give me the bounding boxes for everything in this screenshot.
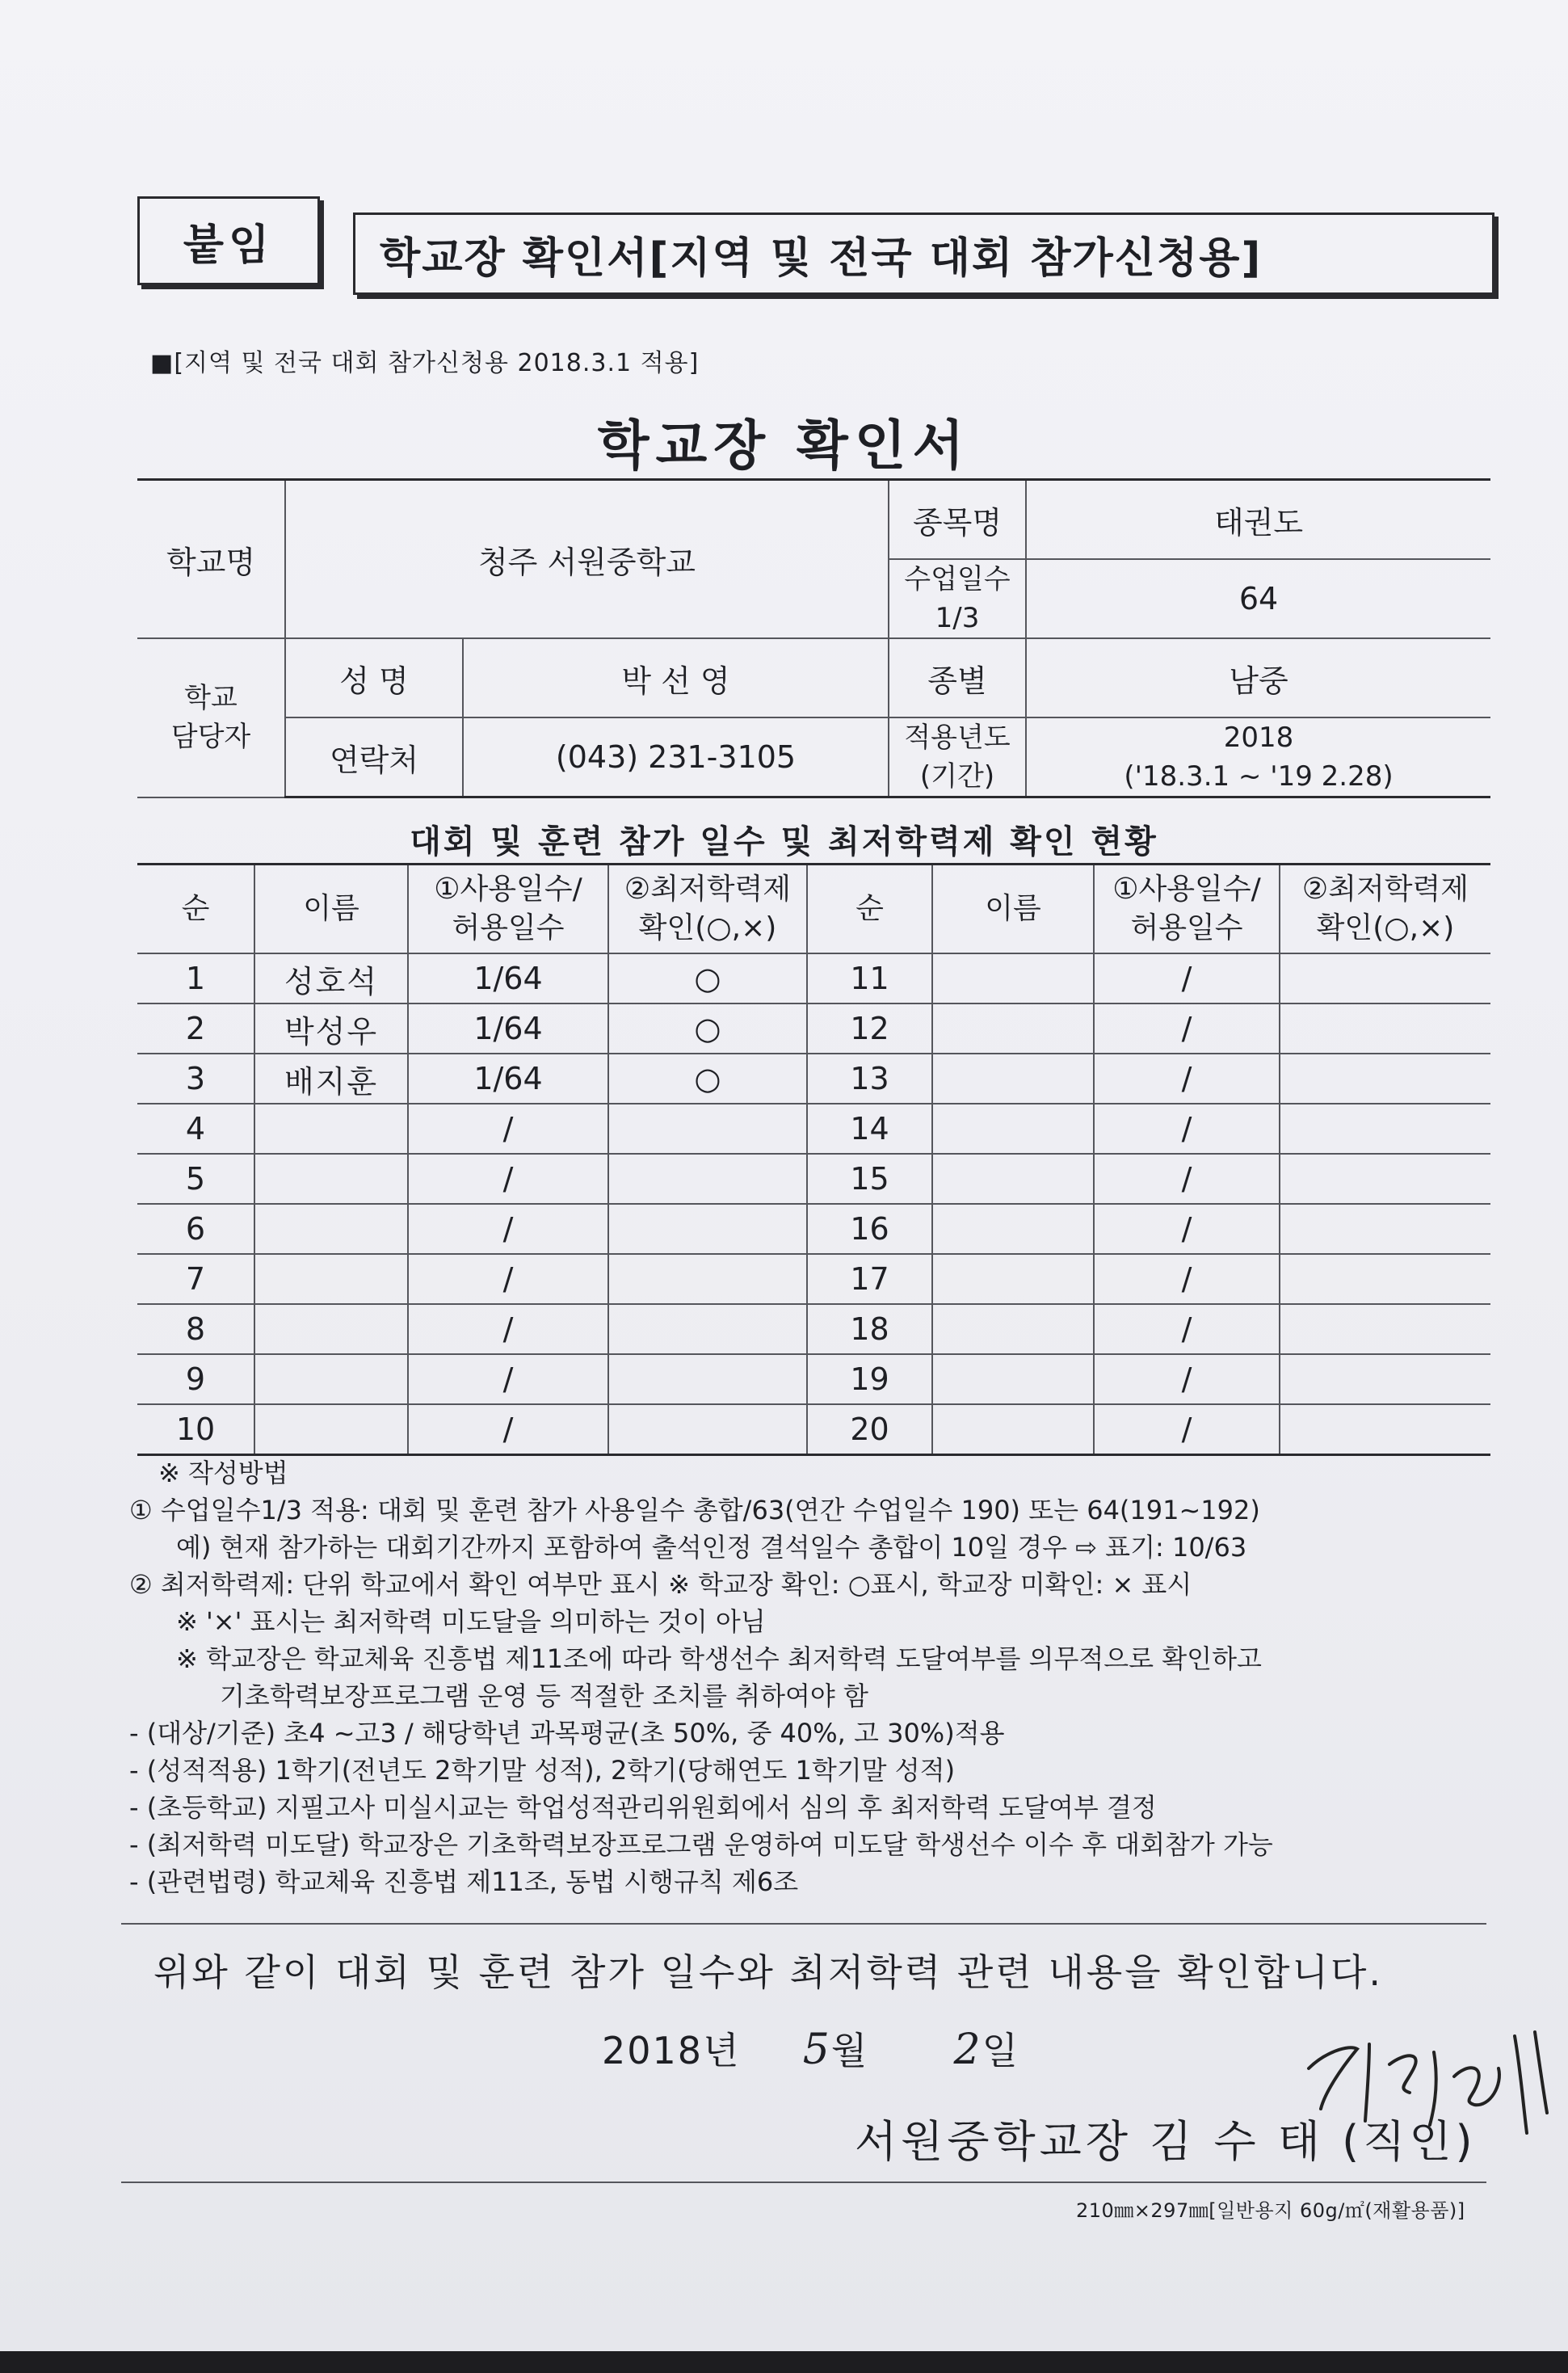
cell-num: 10 — [137, 1404, 254, 1455]
cell-check — [1280, 1003, 1490, 1054]
instructions-heading: ※ 작성방법 — [158, 1458, 288, 1488]
bottom-divider — [121, 2182, 1486, 2183]
cell-num: 18 — [807, 1304, 932, 1354]
date-month-unit: 월 — [830, 2029, 869, 2072]
cell-num: 15 — [807, 1154, 932, 1204]
divider — [121, 1923, 1486, 1925]
cell-check — [1280, 1054, 1490, 1104]
cell-check: ○ — [608, 953, 807, 1003]
cell-name — [932, 1003, 1094, 1054]
table-row — [137, 1054, 1490, 1104]
cell-num: 19 — [807, 1354, 932, 1404]
header-title: 학교장 확인서[지역 및 전국 대회 참가신청용] — [353, 212, 1494, 295]
cell-check — [1280, 1154, 1490, 1204]
table-row — [137, 1404, 1490, 1455]
cell-name — [254, 1254, 408, 1304]
cell-days: / — [408, 1204, 608, 1254]
cell-days: / — [1094, 1304, 1280, 1354]
cell-num: 8 — [137, 1304, 254, 1354]
instruction-line: - (초등학교) 지필고사 미실시교는 학업성적관리위원회에서 심의 후 최저학력 도달여부 결정 — [129, 1792, 1157, 1823]
status-subtitle: 대회 및 훈련 참가 일수 및 최저학력제 확인 현황 — [410, 823, 1158, 860]
principal-line: 서원중학교장 김 수 태 (직인) — [855, 2116, 1477, 2167]
school-label: 학교명 — [137, 480, 285, 639]
cell-num: 13 — [807, 1054, 932, 1104]
header-check: ②최저학력제 확인(○,×) — [1280, 865, 1490, 954]
cell-days: / — [1094, 953, 1280, 1003]
cell-check — [1280, 1404, 1490, 1455]
cell-name — [254, 1204, 408, 1254]
cell-check — [608, 1204, 807, 1254]
header-name: 이름 — [932, 865, 1094, 954]
contact-value: (043) 231-3105 — [463, 717, 889, 797]
cell-days: / — [1094, 1003, 1280, 1054]
cell-num: 2 — [137, 1003, 254, 1054]
cell-check — [608, 1354, 807, 1404]
cell-days: / — [1094, 1254, 1280, 1304]
table-row — [137, 1354, 1490, 1404]
cell-days: / — [1094, 1354, 1280, 1404]
cell-check: ○ — [608, 1054, 807, 1104]
cell-name — [932, 1204, 1094, 1254]
cell-name: 성호석 — [254, 953, 408, 1003]
cell-check — [608, 1404, 807, 1455]
date-month: 5 — [802, 2026, 831, 2074]
header-check: ②최저학력제 확인(○,×) — [608, 865, 807, 954]
cell-name — [932, 1404, 1094, 1455]
cell-num: 6 — [137, 1204, 254, 1254]
cell-name — [932, 1154, 1094, 1204]
instruction-line: ① 수업일수1/3 적용: 대회 및 훈련 참가 사용일수 총합/63(연간 수업일수 190) 또는 64(191~192) — [129, 1495, 1260, 1525]
cell-check: ○ — [608, 1003, 807, 1054]
cell-num: 17 — [807, 1254, 932, 1304]
cell-days: / — [408, 1254, 608, 1304]
instruction-line: ② 최저학력제: 단위 학교에서 확인 여부만 표시 ※ 학교장 확인: ○표시, 학교장 미확인: × 표시 — [129, 1569, 1192, 1600]
cell-days: / — [1094, 1204, 1280, 1254]
table-row — [137, 1003, 1490, 1054]
cell-name — [932, 953, 1094, 1003]
instruction-line: - (성적적용) 1학기(전년도 2학기말 성적), 2학기(당해연도 1학기말 성적) — [129, 1755, 956, 1786]
handwritten-signature — [1293, 2020, 1567, 2141]
cell-name — [254, 1104, 408, 1154]
paper-spec-footer: 210㎜×297㎜[일반용지 60g/㎡(재활용품)] — [1076, 2199, 1465, 2222]
instruction-line: - (대상/기준) 초4 ~고3 / 해당학년 과목평균(초 50%, 중 40%, 고 30%)적용 — [129, 1718, 1005, 1748]
cell-check — [608, 1154, 807, 1204]
cell-days: / — [1094, 1404, 1280, 1455]
contact-label: 연락처 — [285, 717, 463, 797]
year-value: 2018 ('18.3.1 ~ '19 2.28) — [1026, 717, 1490, 797]
cell-check — [1280, 1104, 1490, 1154]
table-row — [137, 1104, 1490, 1154]
cell-check — [1280, 953, 1490, 1003]
attachment-tag: 붙임 — [137, 196, 320, 285]
date-day-unit: 일 — [982, 2029, 1020, 2072]
confirmation-statement: 위와 같이 대회 및 훈련 참가 일수와 최저학력 관련 내용을 확인합니다. — [153, 1950, 1384, 1994]
cell-check — [1280, 1254, 1490, 1304]
name-value: 박 선 영 — [463, 638, 889, 717]
cell-check — [608, 1304, 807, 1354]
cell-num: 3 — [137, 1054, 254, 1104]
cell-name — [254, 1304, 408, 1354]
cell-days: 1/64 — [408, 1003, 608, 1054]
cell-num: 9 — [137, 1354, 254, 1404]
date-year: 2018년 — [602, 2029, 741, 2072]
cell-name: 배지훈 — [254, 1054, 408, 1104]
year-label: 적용년도 (기간) — [889, 717, 1026, 797]
info-table — [137, 478, 1490, 798]
cell-name — [932, 1254, 1094, 1304]
instruction-line: 예) 현재 참가하는 대회기간까지 포함하여 출석인정 결석일수 총합이 10일 경우 ⇨ 표기: 10/63 — [176, 1532, 1247, 1563]
cell-check — [608, 1104, 807, 1154]
cell-days: / — [408, 1404, 608, 1455]
header-num: 순 — [807, 865, 932, 954]
classdays-value: 64 — [1026, 559, 1490, 638]
cell-days: / — [408, 1354, 608, 1404]
sport-value: 태권도 — [1026, 480, 1490, 560]
table-row — [137, 1154, 1490, 1204]
cell-name: 박성우 — [254, 1003, 408, 1054]
cell-name — [932, 1304, 1094, 1354]
person-label: 학교 담당자 — [137, 638, 285, 797]
cell-days: 1/64 — [408, 1054, 608, 1104]
cell-num: 4 — [137, 1104, 254, 1154]
cell-num: 20 — [807, 1404, 932, 1455]
cell-days: / — [1094, 1104, 1280, 1154]
cell-days: / — [408, 1104, 608, 1154]
table-row — [137, 1254, 1490, 1304]
classdays-label: 수업일수 1/3 — [889, 559, 1026, 638]
table-row — [137, 953, 1490, 1003]
header-days: ①사용일수/ 허용일수 — [408, 865, 608, 954]
cell-num: 14 — [807, 1104, 932, 1154]
cell-check — [608, 1254, 807, 1304]
background-floor — [0, 2351, 1568, 2373]
date-day: 2 — [953, 2026, 982, 2074]
header-name: 이름 — [254, 865, 408, 954]
cell-num: 12 — [807, 1003, 932, 1054]
gender-value: 남중 — [1026, 638, 1490, 717]
cell-name — [932, 1054, 1094, 1104]
cell-num: 11 — [807, 953, 932, 1003]
name-label: 성 명 — [285, 638, 463, 717]
cell-name — [932, 1354, 1094, 1404]
cell-check — [1280, 1304, 1490, 1354]
instruction-line: ※ '×' 표시는 최저학력 미도달을 의미하는 것이 아님 — [176, 1606, 766, 1637]
header-days: ①사용일수/ 허용일수 — [1094, 865, 1280, 954]
cell-num: 16 — [807, 1204, 932, 1254]
instruction-line: - (최저학력 미도달) 학교장은 기초학력보장프로그램 운영하여 미도달 학생선수 이수 후 대회참가 가능 — [129, 1829, 1273, 1860]
document-title: 학교장 확인서 — [597, 414, 971, 477]
cell-days: / — [1094, 1154, 1280, 1204]
date-line — [602, 2022, 1019, 2075]
cell-check — [1280, 1204, 1490, 1254]
cell-name — [932, 1104, 1094, 1154]
header-num: 순 — [137, 865, 254, 954]
instruction-line: ※ 학교장은 학교체육 진흥법 제11조에 따라 학생선수 최저학력 도달여부를 의무적으로 확인하고 — [176, 1643, 1262, 1674]
cell-days: / — [408, 1154, 608, 1204]
cell-num: 1 — [137, 953, 254, 1003]
cell-num: 7 — [137, 1254, 254, 1304]
applicability-note: ■[지역 및 전국 대회 참가신청용 2018.3.1 적용] — [150, 349, 700, 377]
cell-days: / — [408, 1304, 608, 1354]
instruction-line: - (관련법령) 학교체육 진흥법 제11조, 동법 시행규칙 제6조 — [129, 1866, 799, 1897]
table-header-row — [137, 865, 1490, 954]
sport-label: 종목명 — [889, 480, 1026, 560]
cell-name — [254, 1404, 408, 1455]
instruction-line: 기초학력보장프로그램 운영 등 적절한 조치를 취하여야 함 — [220, 1681, 868, 1711]
cell-num: 5 — [137, 1154, 254, 1204]
table-row — [137, 1204, 1490, 1254]
participation-table — [137, 863, 1490, 1456]
school-value: 청주 서원중학교 — [285, 480, 889, 639]
table-row — [137, 1304, 1490, 1354]
gender-label: 종별 — [889, 638, 1026, 717]
cell-check — [1280, 1354, 1490, 1404]
cell-name — [254, 1354, 408, 1404]
cell-days: / — [1094, 1054, 1280, 1104]
cell-name — [254, 1154, 408, 1204]
instructions — [129, 1454, 1503, 1900]
cell-days: 1/64 — [408, 953, 608, 1003]
